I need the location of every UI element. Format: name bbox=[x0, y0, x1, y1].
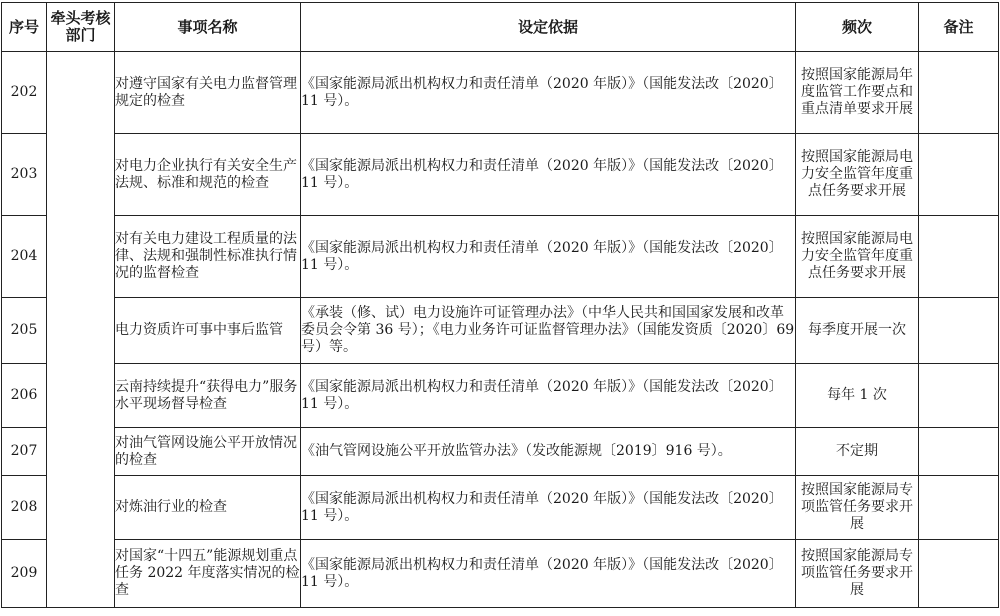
frequency: 每季度开展一次 bbox=[796, 298, 919, 364]
note bbox=[919, 298, 999, 364]
header-name: 事项名称 bbox=[115, 3, 301, 52]
header-frequency: 频次 bbox=[796, 3, 919, 52]
legal-basis: 《国家能源局派出机构权力和责任清单（2020 年版）》（国能发法改〔2020〕11 号）。 bbox=[301, 216, 796, 298]
legal-basis: 《国家能源局派出机构权力和责任清单（2020 年版）》（国能发法改〔2020〕11 号）。 bbox=[301, 540, 796, 608]
frequency: 不定期 bbox=[796, 428, 919, 476]
legal-basis: 《国家能源局派出机构权力和责任清单（2020 年版）》（国能发法改〔2020〕11 号）。 bbox=[301, 134, 796, 216]
header-row bbox=[2, 3, 999, 52]
row-number: 207 bbox=[2, 428, 47, 476]
table-row bbox=[2, 540, 999, 608]
note bbox=[919, 476, 999, 540]
table-row bbox=[2, 298, 999, 364]
frequency: 按照国家能源局专项监管任务要求开展 bbox=[796, 540, 919, 608]
note bbox=[919, 540, 999, 608]
row-number: 206 bbox=[2, 364, 47, 428]
table-row bbox=[2, 216, 999, 298]
legal-basis: 《油气管网设施公平开放监管办法》（发改能源规〔2019〕916 号）。 bbox=[301, 428, 796, 476]
inspection-items-table bbox=[1, 2, 999, 608]
note bbox=[919, 364, 999, 428]
header-dept: 牵头考核部门 bbox=[47, 3, 115, 52]
item-name: 对有关电力建设工程质量的法律、法规和强制性标准执行情况的监督检查 bbox=[115, 216, 301, 298]
item-name: 电力资质许可事中事后监管 bbox=[115, 298, 301, 364]
frequency: 按照国家能源局电力安全监管年度重点任务要求开展 bbox=[796, 134, 919, 216]
item-name: 对油气管网设施公平开放情况的检查 bbox=[115, 428, 301, 476]
legal-basis: 《国家能源局派出机构权力和责任清单（2020 年版）》（国能发法改〔2020〕11 号）。 bbox=[301, 364, 796, 428]
table-row bbox=[2, 52, 999, 134]
table-row bbox=[2, 134, 999, 216]
item-name: 对炼油行业的检查 bbox=[115, 476, 301, 540]
note bbox=[919, 428, 999, 476]
item-name: 对国家“十四五”能源规划重点任务 2022 年度落实情况的检查 bbox=[115, 540, 301, 608]
table-row bbox=[2, 428, 999, 476]
item-name: 对电力企业执行有关安全生产法规、标准和规范的检查 bbox=[115, 134, 301, 216]
legal-basis: 《承装（修、试）电力设施许可证管理办法》（中华人民共和国国家发展和改革委员会令第 36 号）；《电力业务许可证监督管理办法》（国能发资质〔2020〕69 号）等。 bbox=[301, 298, 796, 364]
header-no: 序号 bbox=[2, 3, 47, 52]
note bbox=[919, 216, 999, 298]
lead-dept-cell bbox=[47, 52, 115, 608]
row-number: 205 bbox=[2, 298, 47, 364]
frequency: 按照国家能源局电力安全监管年度重点任务要求开展 bbox=[796, 216, 919, 298]
frequency: 每年 1 次 bbox=[796, 364, 919, 428]
row-number: 204 bbox=[2, 216, 47, 298]
note bbox=[919, 52, 999, 134]
frequency: 按照国家能源局年度监管工作要点和重点清单要求开展 bbox=[796, 52, 919, 134]
header-note: 备注 bbox=[919, 3, 999, 52]
table-row bbox=[2, 476, 999, 540]
row-number: 202 bbox=[2, 52, 47, 134]
legal-basis: 《国家能源局派出机构权力和责任清单（2020 年版）》（国能发法改〔2020〕11 号）。 bbox=[301, 52, 796, 134]
table-row bbox=[2, 364, 999, 428]
note bbox=[919, 134, 999, 216]
row-number: 208 bbox=[2, 476, 47, 540]
legal-basis: 《国家能源局派出机构权力和责任清单（2020 年版）》（国能发法改〔2020〕11 号）。 bbox=[301, 476, 796, 540]
row-number: 209 bbox=[2, 540, 47, 608]
header-basis: 设定依据 bbox=[301, 3, 796, 52]
frequency: 按照国家能源局专项监管任务要求开展 bbox=[796, 476, 919, 540]
row-number: 203 bbox=[2, 134, 47, 216]
item-name: 云南持续提升“获得电力”服务水平现场督导检查 bbox=[115, 364, 301, 428]
item-name: 对遵守国家有关电力监督管理规定的检查 bbox=[115, 52, 301, 134]
